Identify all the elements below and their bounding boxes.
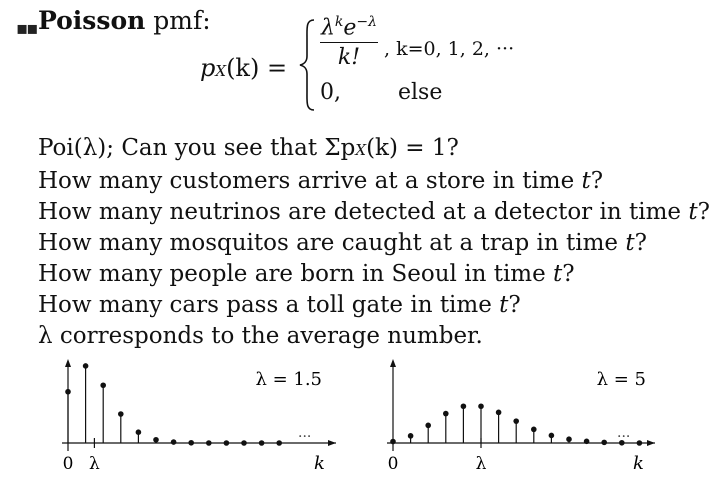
stem-point — [425, 423, 431, 429]
stem-point — [566, 436, 572, 442]
ellipsis: ··· — [617, 429, 631, 445]
stem-point — [584, 439, 590, 445]
stem-point — [461, 403, 467, 409]
body-line-2: How many customers arrive at a store in time t? — [38, 168, 604, 194]
denominator: k! — [337, 45, 361, 71]
tick-label-zero: 0 — [62, 454, 74, 474]
tick-label-zero: 0 — [387, 454, 399, 474]
stem-point — [100, 382, 106, 388]
fraction — [320, 14, 378, 70]
stem-point — [153, 437, 159, 443]
body-line-4: How many mosquitos are caught at a trap in time t? — [38, 230, 647, 256]
formula-lhs: pX(k) = — [200, 54, 288, 82]
stem-point — [390, 439, 396, 445]
stem-point — [171, 439, 177, 445]
tick-label-lambda: λ — [89, 454, 100, 474]
stem-point — [443, 411, 449, 417]
slide-title — [38, 6, 211, 35]
stem-point — [531, 427, 537, 433]
stem-point — [136, 429, 142, 435]
body-text — [38, 133, 710, 352]
x-axis-label: k — [314, 453, 325, 474]
stem-point — [513, 418, 519, 424]
bullet-icon: ▪▪ — [16, 18, 37, 39]
case-2-value: 0, — [320, 80, 341, 105]
stem-point — [496, 410, 502, 416]
ellipsis: ··· — [298, 429, 312, 445]
stem-point — [637, 440, 643, 446]
stem-point — [478, 403, 484, 409]
stem-point — [276, 440, 282, 446]
body-line-5: How many people are born in Seoul in time t? — [38, 261, 575, 287]
chart-lambda-label: λ = 5 — [596, 369, 646, 390]
case-2-condition: else — [398, 80, 443, 105]
body-line-3: How many neutrinos are detected at a detector in time t? — [38, 199, 710, 225]
stem-point — [408, 433, 414, 439]
left-brace-icon — [298, 18, 318, 112]
tick-label-lambda: λ — [475, 454, 487, 474]
stem-point — [188, 440, 194, 446]
y-axis-arrow-icon — [65, 359, 71, 367]
x-axis-label: k — [633, 453, 644, 474]
body-line-6: How many cars pass a toll gate in time t? — [38, 292, 521, 318]
title-rest: pmf: — [153, 6, 211, 35]
stem-point — [601, 440, 607, 446]
poisson-chart-lambda-5 — [370, 355, 670, 480]
title-bold: Poisson — [38, 6, 146, 35]
stem-point — [549, 433, 555, 439]
x-axis-arrow-icon — [647, 440, 655, 446]
numerator: $\lambda^ke^{-\lambda}$ — [320, 14, 378, 41]
stem-point — [259, 440, 265, 446]
stem-point — [83, 363, 89, 369]
condition-1: , k=0, 1, 2, ··· — [384, 38, 515, 60]
body-line-1: Poi(λ); Can you see that ΣpX(k) = 1? — [38, 135, 459, 161]
y-axis-arrow-icon — [390, 359, 396, 367]
stem-point — [224, 440, 230, 446]
body-line-7: λ corresponds to the average number. — [38, 323, 483, 349]
stem-point — [206, 440, 212, 446]
chart-lambda-label: λ = 1.5 — [255, 369, 322, 390]
fraction-bar — [320, 42, 378, 43]
stem-point — [118, 411, 124, 417]
pmf-formula — [200, 8, 530, 118]
stem-point — [65, 389, 71, 395]
poisson-chart-lambda-1-5 — [40, 355, 340, 480]
stem-point — [241, 440, 247, 446]
x-axis-arrow-icon — [328, 440, 336, 446]
